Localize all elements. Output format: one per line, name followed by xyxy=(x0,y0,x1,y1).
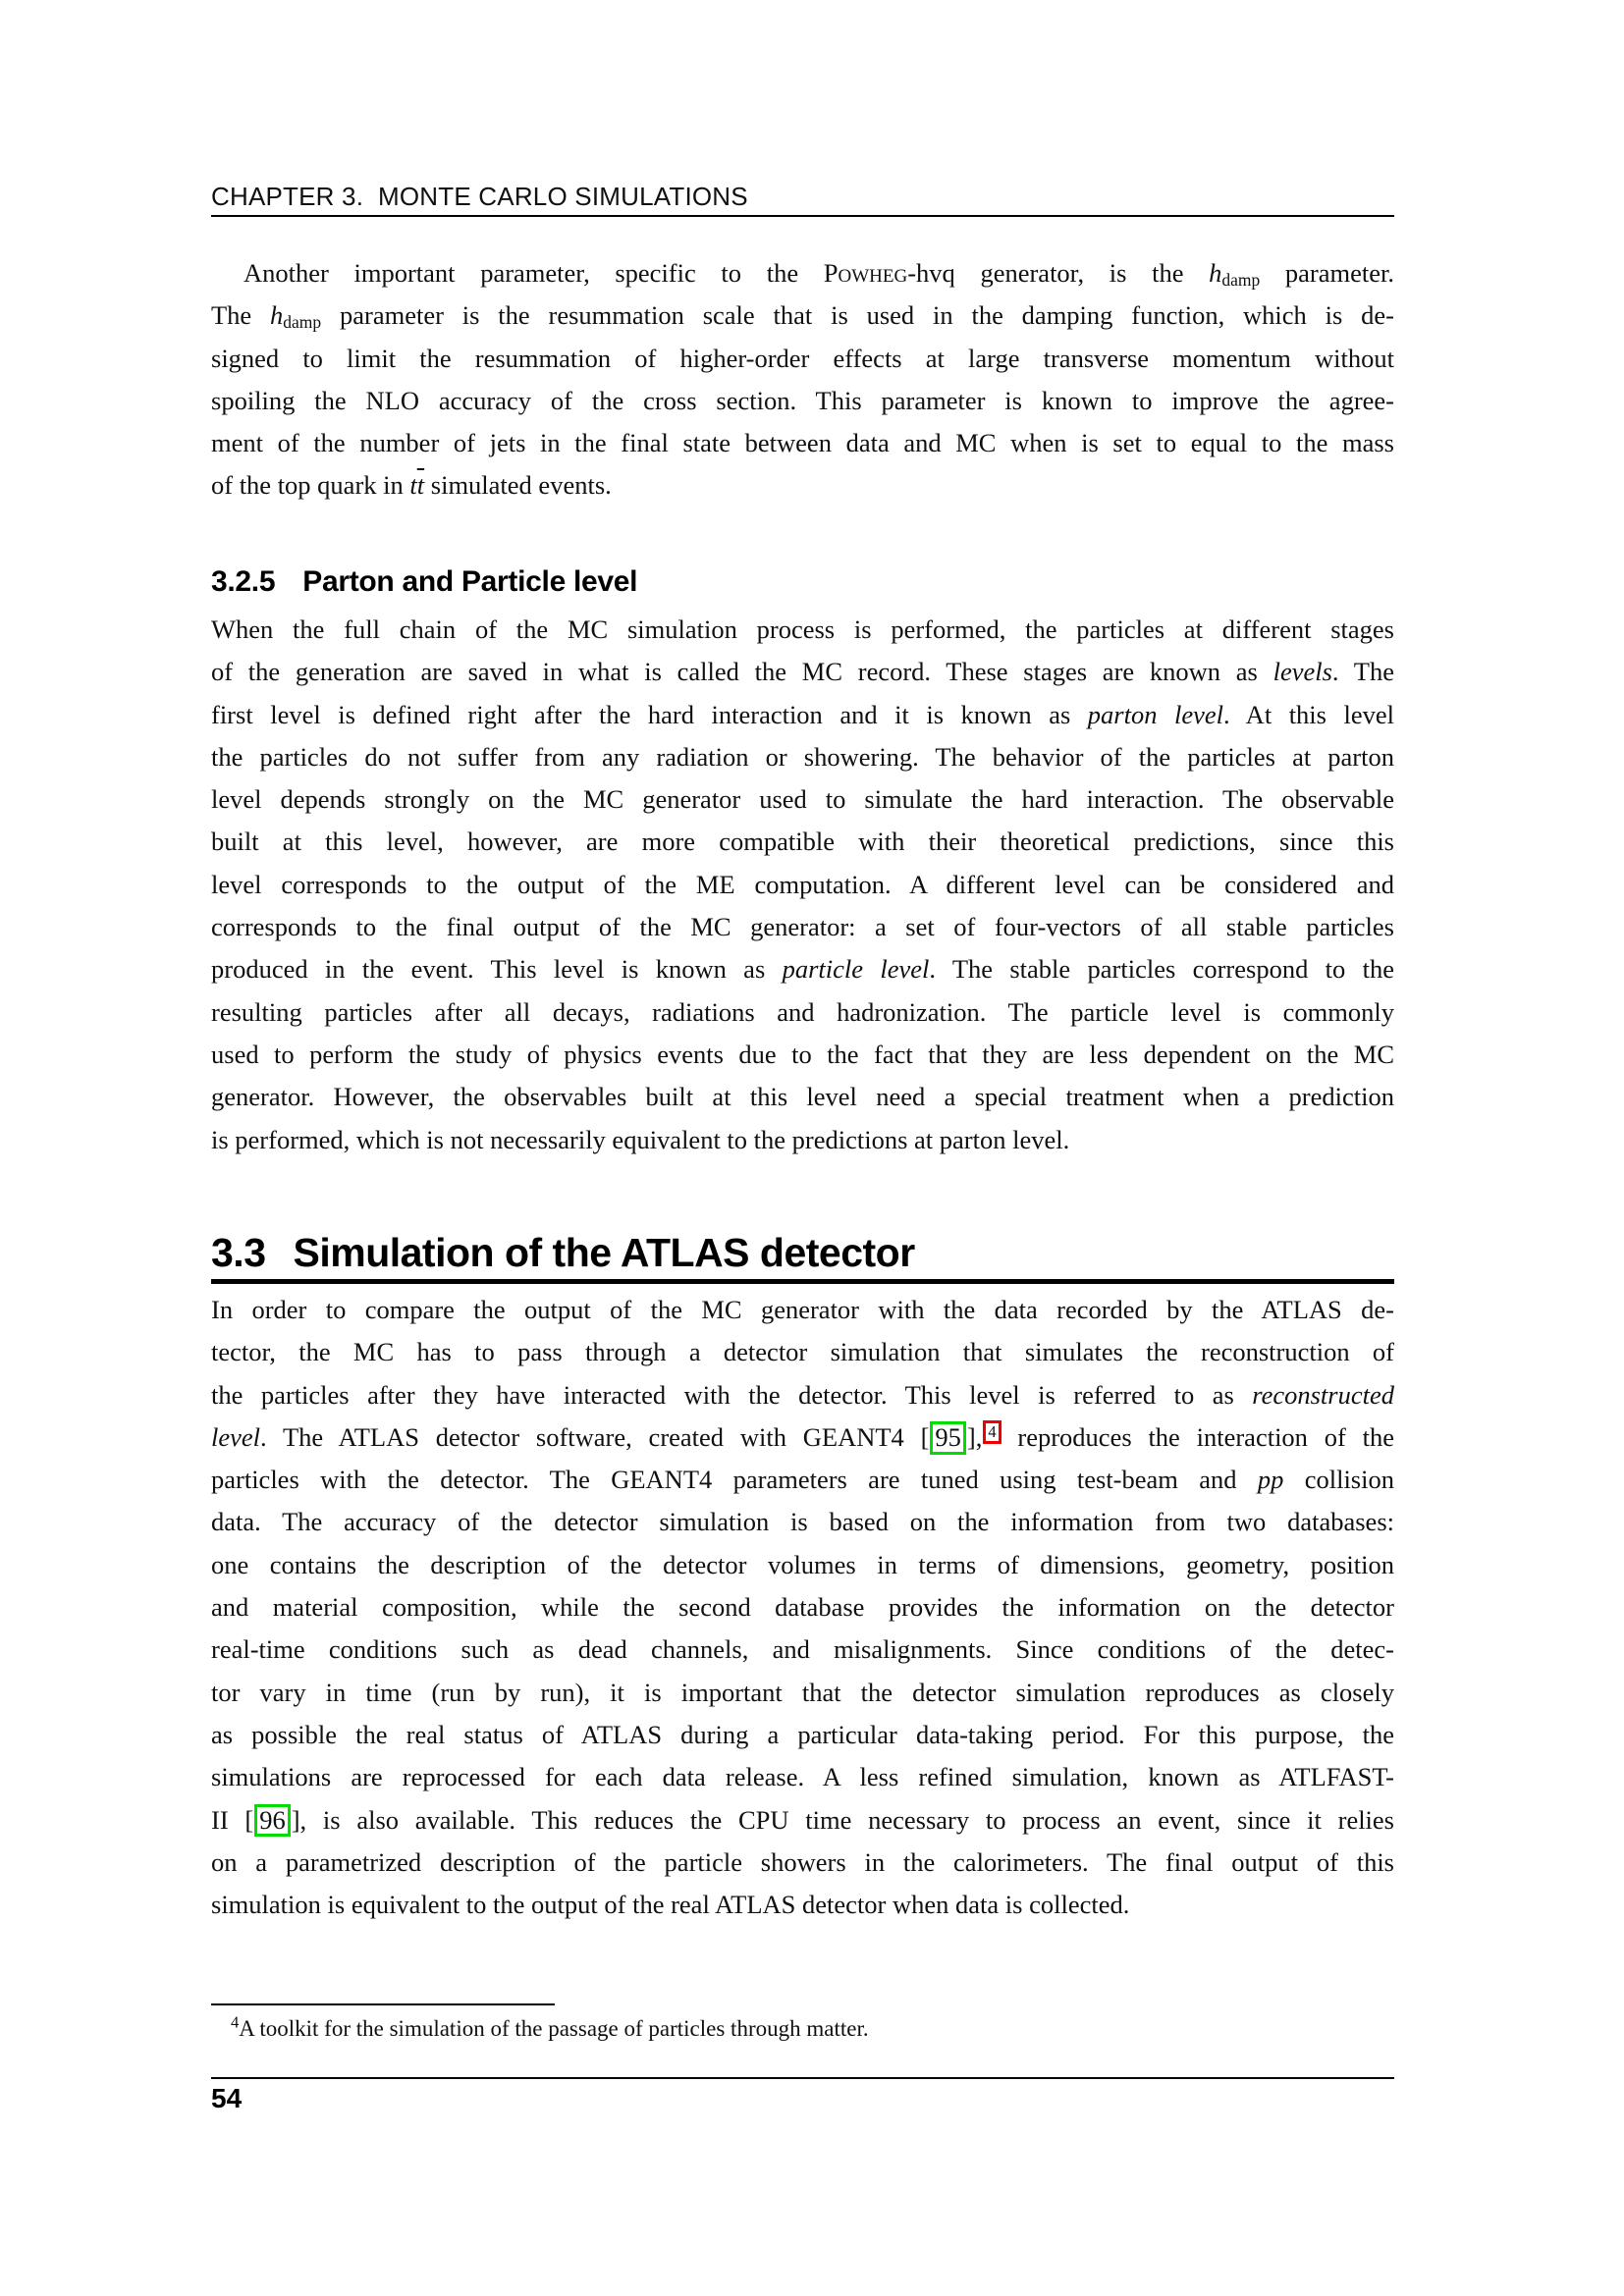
citation-link[interactable]: 96 xyxy=(254,1804,291,1838)
citation-link[interactable]: 95 xyxy=(930,1421,966,1455)
text-segment: particle level xyxy=(782,954,930,985)
text-segment: on a parametrized description of the particle showers in the calorimeters. The final output of this xyxy=(211,1846,1394,1877)
footnote-text: A toolkit for the simulation of the passage of particles through matter. xyxy=(239,2016,869,2041)
text-segment: damp xyxy=(1221,269,1261,290)
text-segment: The xyxy=(211,300,271,331)
subsection-heading-3-2-5 xyxy=(211,564,1394,600)
text-segment: simulations are reprocessed for each data release. A less refined simulation, known as ATLFAST- xyxy=(211,1762,1394,1792)
text-segment: parameter is the resummation scale that is used in the damping function, which is de- xyxy=(321,300,1394,331)
text-line xyxy=(211,1756,1394,1798)
header-rule xyxy=(211,215,1394,217)
text-line xyxy=(211,1544,1394,1586)
text-segment: h xyxy=(270,300,284,331)
text-segment: particles with the detector. The GEANT4 parameters are tuned using test-beam and xyxy=(211,1465,1258,1495)
text-segment: first level is defined right after the hard interaction and it is known as xyxy=(211,699,1088,729)
text-line xyxy=(211,651,1394,693)
text-segment: reconstructed xyxy=(1252,1379,1394,1410)
running-header: CHAPTER 3. MONTE CARLO SIMULATIONS xyxy=(211,182,748,211)
text-segment: corresponds to the final output of the MC generator: a set of four-vectors of all stable particles xyxy=(211,912,1394,942)
text-line xyxy=(211,1629,1394,1671)
text-segment: the particles do not suffer from any radiation or showering. The behavior of the particles at parton xyxy=(211,741,1394,772)
text-segment: the particles after they have interacted with the detector. This level is referred to as xyxy=(211,1379,1253,1410)
text-segment: . At this level xyxy=(1223,699,1394,729)
paragraph-atlas-detector-simulation xyxy=(211,1289,1394,1926)
text-line xyxy=(211,380,1394,422)
footnote xyxy=(211,2014,1394,2044)
text-line xyxy=(211,694,1394,736)
text-segment: level corresponds to the output of the ME computation. A different level can be considered and xyxy=(211,869,1394,899)
text-segment: tor vary in time (run by run), it is important that the detector simulation reproduces as closely xyxy=(211,1677,1394,1707)
text-line xyxy=(211,1034,1394,1076)
text-line xyxy=(211,1672,1394,1714)
text-segment: collision xyxy=(1283,1465,1394,1495)
text-segment: parton level xyxy=(1087,699,1223,729)
text-line xyxy=(211,609,1394,651)
text-line xyxy=(211,1884,1394,1926)
text-segment: levels xyxy=(1272,657,1332,687)
text-line xyxy=(211,1459,1394,1501)
text-line xyxy=(211,294,1394,337)
text-line xyxy=(211,1416,1394,1459)
text-segment: tector, the MC has to pass through a detector simulation that simulates the reconstruction of xyxy=(211,1337,1394,1367)
text-segment: . The stable particles correspond to the xyxy=(929,954,1394,985)
text-segment: In order to compare the output of the MC generator with the data recorded by the ATLAS de- xyxy=(211,1295,1394,1324)
text-segment: ], is also available. This reduces the CPU time necessary to process an event, since it relies xyxy=(291,1804,1394,1835)
text-segment: produced in the event. This level is known as xyxy=(211,954,783,985)
text-segment: . The xyxy=(1331,657,1394,687)
text-segment: Powheg xyxy=(823,258,908,288)
subsection-title: Parton and Particle level xyxy=(302,565,638,598)
text-segment: is performed, which is not necessarily equivalent to the predictions at parton level. xyxy=(211,1124,1070,1154)
text-line xyxy=(211,1374,1394,1416)
text-line xyxy=(211,252,1394,294)
text-segment: When the full chain of the MC simulation process is performed, the particles at different stages xyxy=(211,614,1394,644)
text-line xyxy=(211,1799,1394,1842)
text-line xyxy=(211,948,1394,990)
subsection-number: 3.2.5 xyxy=(211,565,276,598)
text-line xyxy=(211,1289,1394,1331)
text-segment: signed to limit the resummation of higher-order effects at large transverse momentum without xyxy=(211,343,1394,373)
text-line xyxy=(211,1119,1394,1161)
text-line xyxy=(211,1331,1394,1373)
text-segment: used to perform the study of physics events due to the fact that they are less dependent on the MC xyxy=(211,1039,1394,1069)
text-line xyxy=(211,821,1394,863)
text-line xyxy=(211,906,1394,948)
text-segment: . The ATLAS detector software, created with GEANT4 [ xyxy=(260,1421,930,1452)
text-segment: ], xyxy=(966,1421,983,1452)
section-title: Simulation of the ATLAS detector xyxy=(293,1230,915,1275)
text-segment: ment of the number of jets in the final state between data and MC when is set to equal to the mass xyxy=(211,428,1394,458)
text-segment: built at this level, however, are more compatible with their theoretical predictions, since this xyxy=(211,827,1394,857)
paragraph-parton-particle-level xyxy=(211,609,1394,1161)
text-line xyxy=(211,338,1394,380)
text-segment: real-time conditions such as dead channels, and misalignments. Since conditions of the detec- xyxy=(211,1634,1394,1665)
footnote-marker: 4 xyxy=(231,2012,240,2032)
page-number: 54 xyxy=(211,2083,243,2113)
text-segment: level depends strongly on the MC generator used to simulate the hard interaction. The observable xyxy=(211,784,1394,815)
text-segment: Another important parameter, specific to the xyxy=(244,258,824,288)
text-segment: pp xyxy=(1257,1465,1284,1495)
text-segment: parameter. xyxy=(1260,258,1395,288)
text-line xyxy=(211,736,1394,778)
text-segment: resulting particles after all decays, radiations and hadronization. The particle level is commonly xyxy=(211,996,1394,1027)
footnote-link[interactable]: 4 xyxy=(983,1420,1001,1444)
text-segment: simulation is equivalent to the output of the real ATLAS detector when data is collected. xyxy=(211,1890,1130,1920)
text-segment: as possible the real status of ATLAS during a particular data-taking period. For this purpose, the xyxy=(211,1719,1394,1749)
text-segment: of the generation are saved in what is called the MC record. These stages are known as xyxy=(211,657,1273,687)
text-line xyxy=(211,1842,1394,1884)
text-line xyxy=(211,1714,1394,1756)
text-line xyxy=(211,464,1394,507)
text-segment: data. The accuracy of the detector simulation is based on the information from two databases: xyxy=(211,1507,1394,1537)
text-segment: -hvq generator, is the xyxy=(907,258,1210,288)
text-segment: one contains the description of the detector volumes in terms of dimensions, geometry, position xyxy=(211,1549,1394,1579)
text-line xyxy=(211,1586,1394,1629)
text-segment: reproduces the interaction of the xyxy=(1001,1421,1394,1452)
text-line xyxy=(211,991,1394,1034)
text-segment: level xyxy=(211,1421,261,1452)
text-line xyxy=(211,1076,1394,1118)
text-segment: II [ xyxy=(211,1804,254,1835)
text-segment: t xyxy=(409,470,417,501)
section-heading-3-3 xyxy=(211,1229,1394,1276)
footnote-rule xyxy=(211,2003,555,2005)
text-segment: generator. However, the observables built at this level need a special treatment when a prediction xyxy=(211,1082,1394,1112)
text-segment: $\overline{t}$ xyxy=(416,470,425,501)
text-segment: simulated events. xyxy=(424,470,612,501)
paragraph-hdamp-parameter xyxy=(211,252,1394,507)
text-segment: and material composition, while the second database provides the information on the detector xyxy=(211,1592,1394,1623)
section-number: 3.3 xyxy=(211,1230,266,1275)
text-line xyxy=(211,422,1394,464)
text-segment: damp xyxy=(283,312,322,333)
section-heading-rule xyxy=(211,1279,1394,1284)
text-segment: of the top quark in xyxy=(211,470,410,501)
footer-rule xyxy=(211,2077,1394,2079)
text-line xyxy=(211,1501,1394,1543)
text-segment: h xyxy=(1209,258,1222,288)
text-line xyxy=(211,864,1394,906)
text-line xyxy=(211,778,1394,821)
text-segment: spoiling the NLO accuracy of the cross section. This parameter is known to improve the agree- xyxy=(211,385,1394,415)
